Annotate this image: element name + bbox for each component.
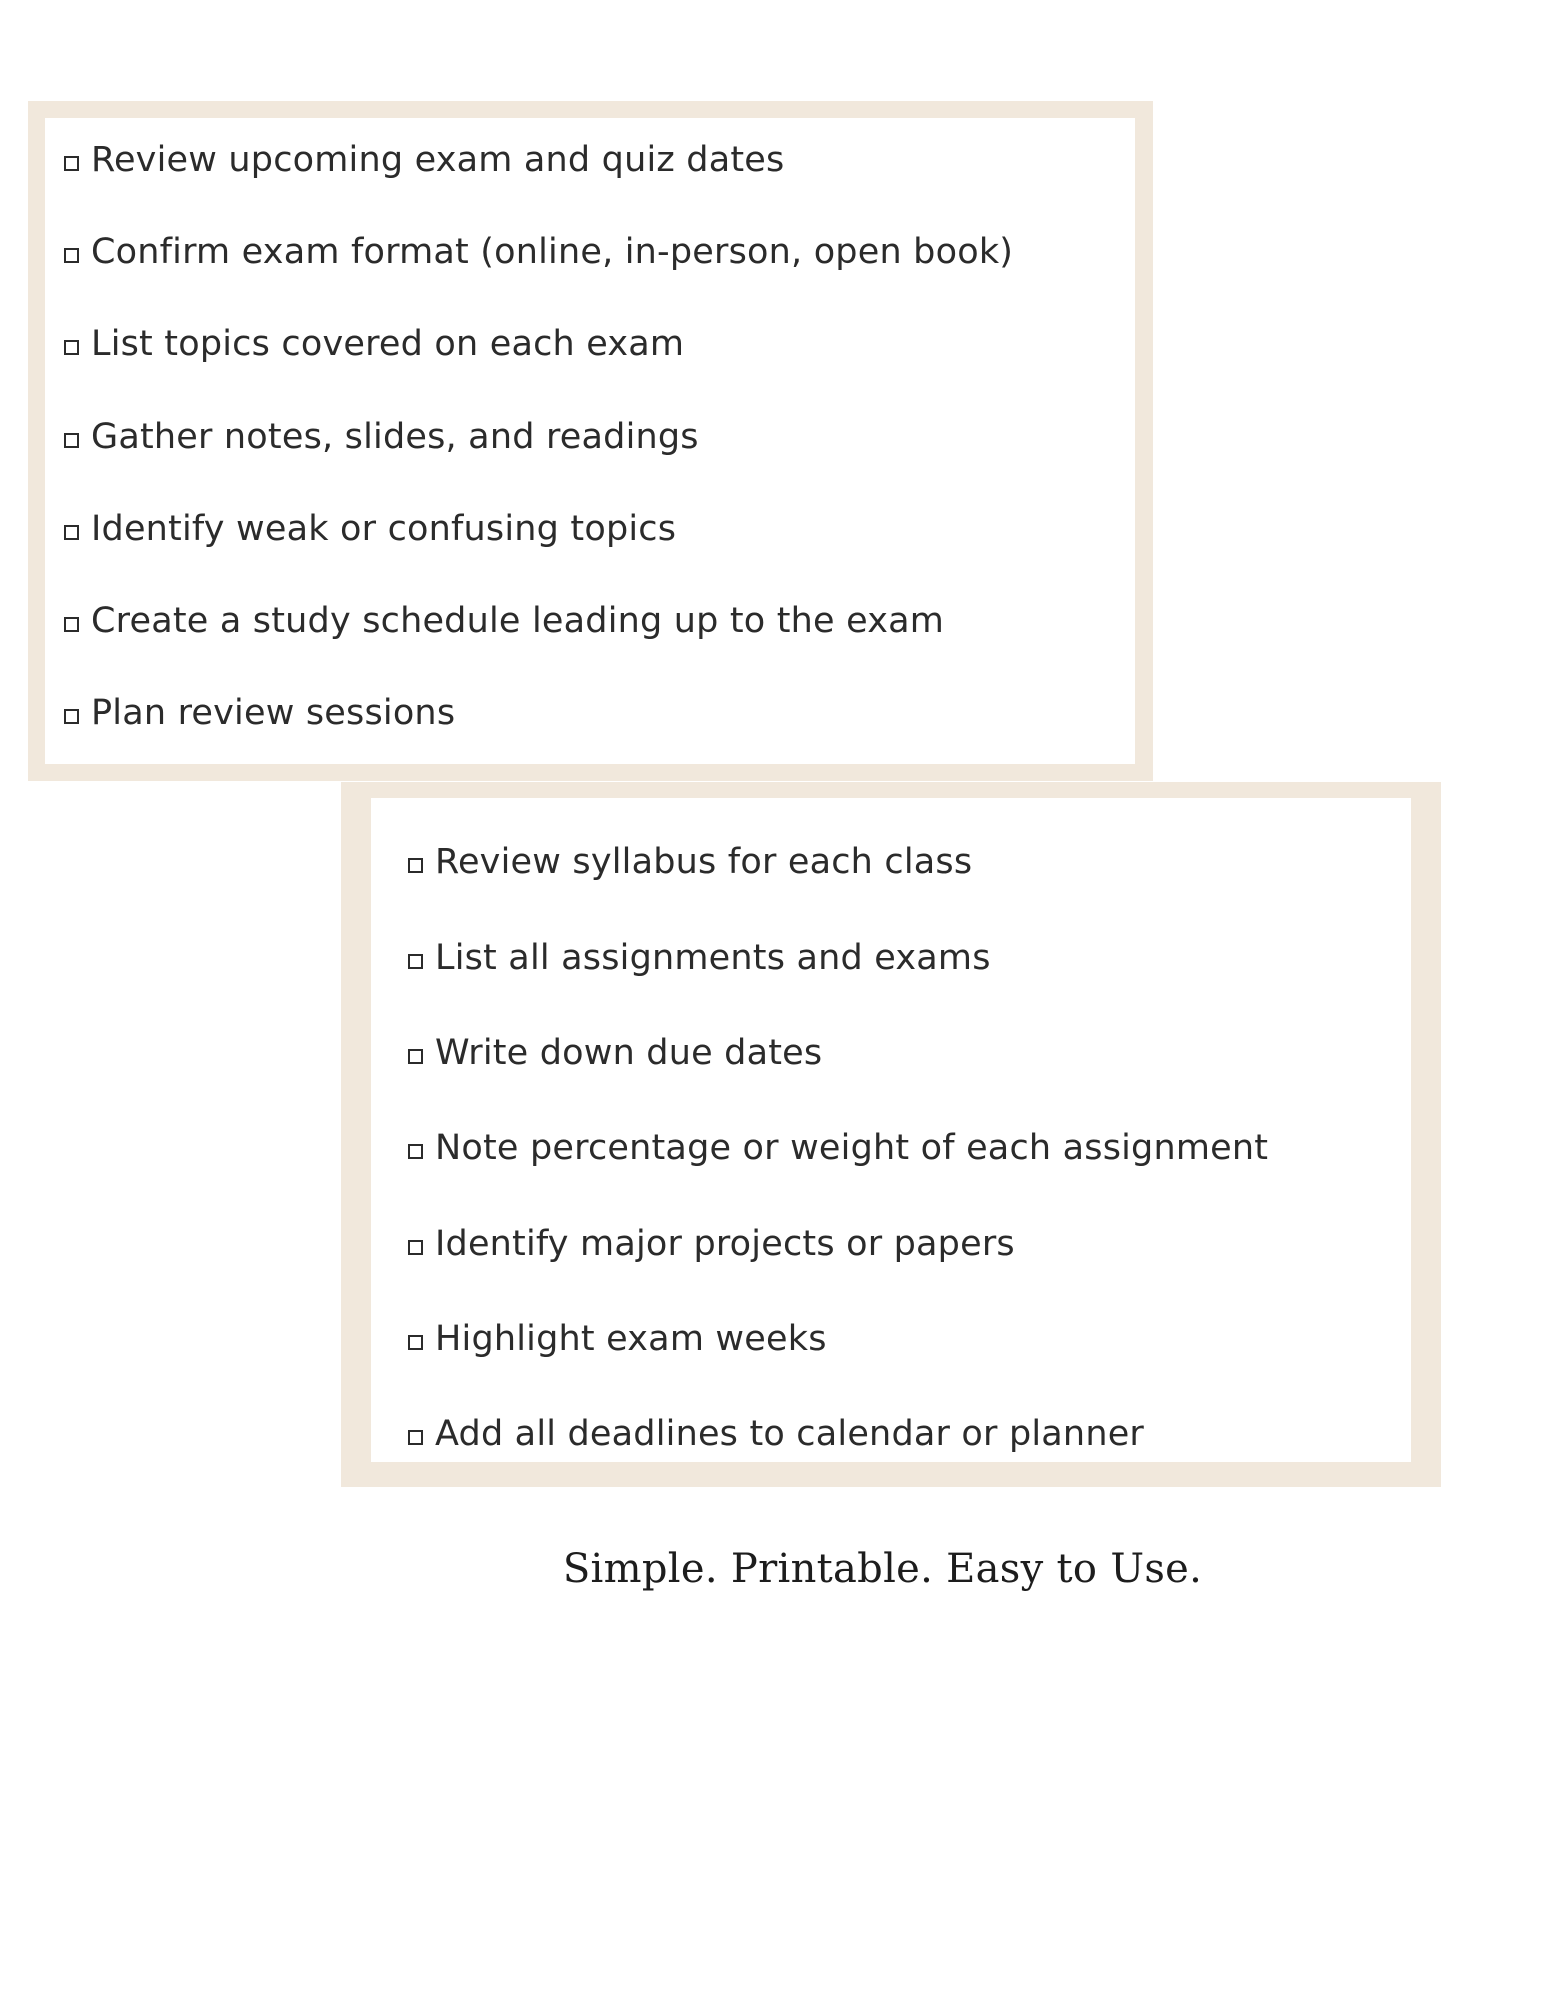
checklist-item[interactable] [408,1224,1015,1264]
checkbox-icon[interactable] [408,1144,423,1159]
checklist-item[interactable] [408,1414,1144,1454]
checklist-item-label: Add all deadlines to calendar or planner [435,1414,1145,1454]
checkbox-icon[interactable] [64,617,79,632]
checkbox-icon[interactable] [408,954,423,969]
checklist-item[interactable] [64,601,944,641]
checklist-item-label: Plan review sessions [91,693,456,733]
checklist-item[interactable] [64,417,699,457]
checkbox-icon[interactable] [64,156,79,171]
checklist-item[interactable] [64,140,784,180]
checklist-item-label: Highlight exam weeks [435,1319,827,1359]
exam-prep-checklist [45,118,1135,764]
checklist-item[interactable] [408,1319,827,1359]
syllabus-checklist [371,798,1411,1462]
checkbox-icon[interactable] [408,858,423,873]
checklist-item-label: Write down due dates [435,1033,823,1073]
checklist-item-label: Create a study schedule leading up to the exam [91,601,945,641]
checklist-item[interactable] [64,693,455,733]
checklist-item-label: Gather notes, slides, and readings [91,417,699,457]
checkbox-icon[interactable] [408,1240,423,1255]
exam-prep-checklist-card [28,101,1153,781]
checklist-item[interactable] [64,232,1013,272]
checklist-item-label: Identify major projects or papers [435,1224,1015,1264]
checklist-item[interactable] [408,938,991,978]
tagline: Simple. Printable. Easy to Use. [562,1546,1203,1592]
checkbox-icon[interactable] [408,1335,423,1350]
checkbox-icon[interactable] [64,709,79,724]
checklist-item[interactable] [408,1033,822,1073]
checklist-item-label: Note percentage or weight of each assignment [435,1128,1269,1168]
checkbox-icon[interactable] [64,248,79,263]
checkbox-icon[interactable] [408,1430,423,1445]
checklist-item-label: Confirm exam format (online, in-person, open book) [91,232,1014,272]
checkbox-icon[interactable] [64,340,79,355]
checklist-item[interactable] [408,842,972,882]
checklist-item-label: Identify weak or confusing topics [91,509,677,549]
checklist-item-label: Review upcoming exam and quiz dates [91,140,785,180]
checkbox-icon[interactable] [64,525,79,540]
checkbox-icon[interactable] [408,1049,423,1064]
checklist-item-label: List all assignments and exams [435,938,991,978]
checklist-item[interactable] [408,1128,1268,1168]
syllabus-checklist-card [341,782,1441,1487]
checklist-item-label: Review syllabus for each class [435,842,973,882]
checklist-item-label: List topics covered on each exam [91,324,685,364]
checklist-item[interactable] [64,324,684,364]
checkbox-icon[interactable] [64,433,79,448]
checklist-item[interactable] [64,509,676,549]
